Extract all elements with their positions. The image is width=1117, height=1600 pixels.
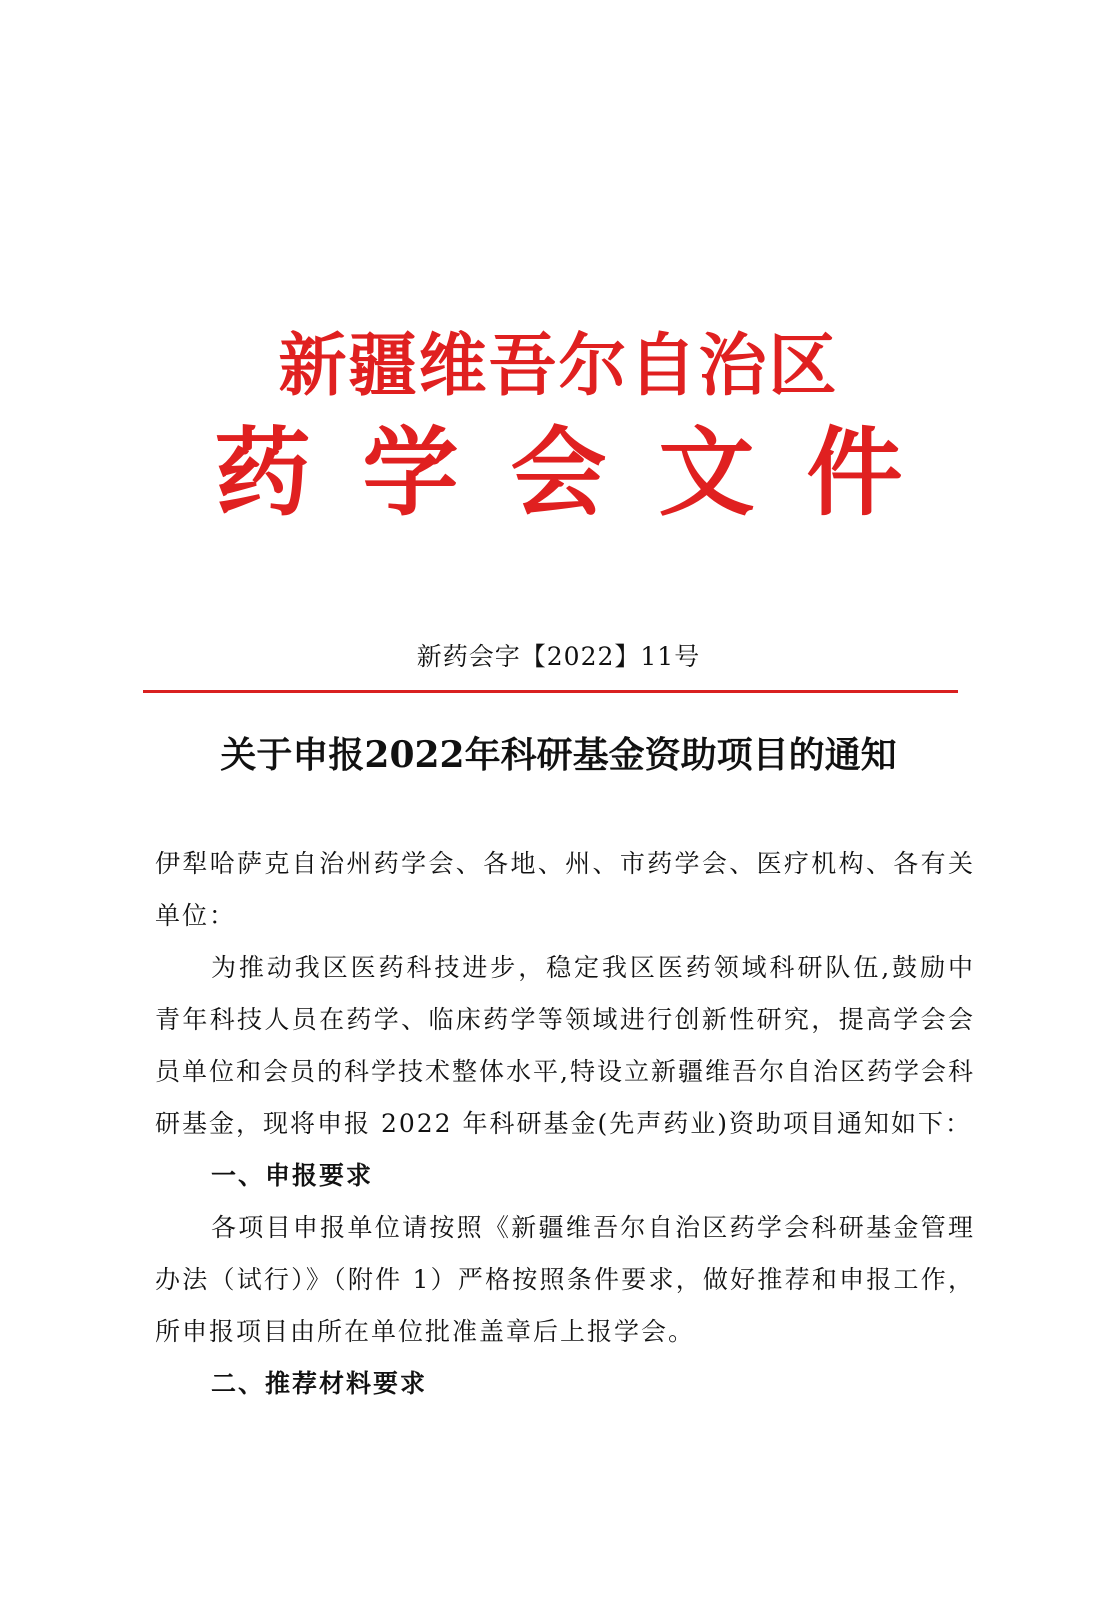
- section-heading-materials: 二、推荐材料要求: [211, 1369, 428, 1398]
- section-heading-requirements: 一、申报要求: [211, 1161, 374, 1190]
- notice-title: 关于申报2022年科研基金资助项目的通知: [220, 734, 897, 776]
- intro-paragraph: 为推动我区医药科技进步，稳定我区医药领域科研队伍,鼓励中青年科技人员在药学、临床药学等领域进行创新性研究，提高学会会员单位和会员的科学技术整体水平,特设立新疆维吾尔自治区药学会科研基金，现将申报 2022 年科研基金(先声药业)资助项目通知如下：: [155, 953, 975, 1138]
- salutation: 伊犁哈萨克自治州药学会、各地、州、市药学会、医疗机构、各有关单位：: [155, 849, 975, 930]
- red-divider-line: [143, 690, 958, 693]
- document-type-heading: 药学会文件: [214, 416, 955, 529]
- notice-body: [155, 838, 975, 1410]
- requirements-paragraph: 各项目申报单位请按照《新疆维吾尔自治区药学会科研基金管理办法（试行）》（附件 1）严格按照条件要求，做好推荐和申报工作，所申报项目由所在单位批准盖章后上报学会。: [155, 1213, 975, 1346]
- document-number: 新药会字【2022】11号: [416, 642, 701, 671]
- issuing-organization: 新疆维吾尔自治区: [278, 326, 839, 406]
